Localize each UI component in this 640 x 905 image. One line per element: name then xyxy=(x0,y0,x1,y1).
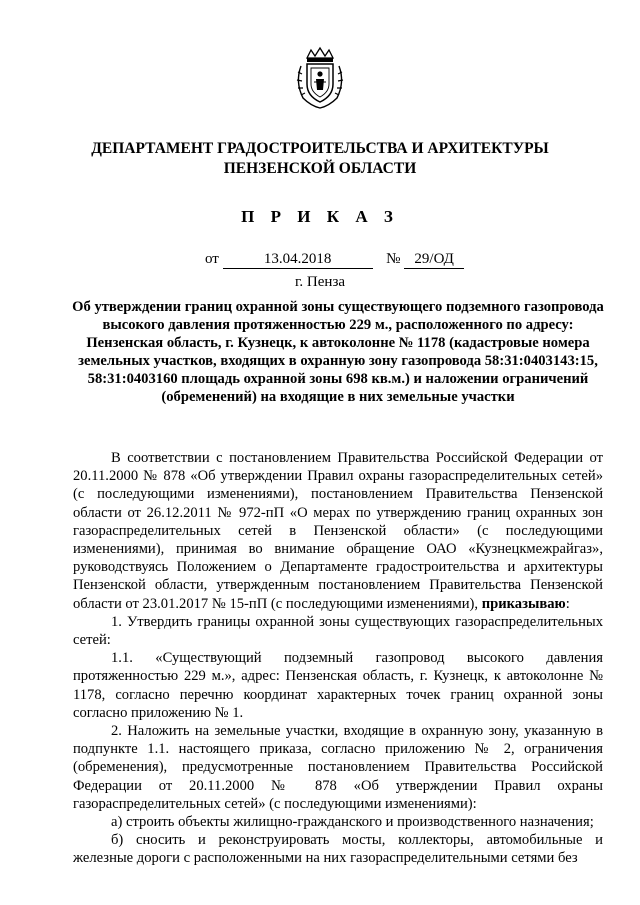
item-b-paragraph: б) сносить и реконструировать мосты, коллекторы, автомобильные и железные дороги с расположенными на них газораспределительными сетями без xyxy=(73,832,603,867)
orders-word: приказываю xyxy=(481,595,566,612)
document-title: Об утверждении границ охранной зоны существующего подземного газопровода высокого давления протяженностью 229 м., расположенного по адресу: Пензенская область, г. Кузнецк, к автоколонне № 1178 (кадастровые номера земельных участков, входящих в охранную зону газопровода 58:31:0403143:15, 58:31:0403160 площадь охранной зоны 698 кв.м.) и наложении ограничений (обременений) на входящие в них земельные участки xyxy=(72,299,604,405)
item-1-1-paragraph: 1.1. «Существующий подземный газопровод высокого давления протяженностью 229 м.», адрес: Пензенская область, г. Кузнецк, к автоколонне № 1178, согласно перечню координат характерных точек границ охранной зоны согласно приложению № 1. xyxy=(73,650,603,721)
department-name-line-2: ПЕНЗЕНСКОЙ ОБЛАСТИ xyxy=(223,160,417,177)
date-number-line xyxy=(205,251,464,269)
document-number: 29/ОД xyxy=(404,251,464,269)
item-1-paragraph: 1. Утвердить границы охранной зоны существующих газораспределительных сетей: xyxy=(73,613,603,649)
department-name-line-1: ДЕПАРТАМЕНТ ГРАДОСТРОИТЕЛЬСТВА И АРХИТЕКТУРЫ xyxy=(91,140,549,157)
date-prefix: от xyxy=(205,251,219,267)
preamble-paragraph xyxy=(73,449,603,613)
document-body xyxy=(73,449,603,868)
item-2-paragraph: 2. Наложить на земельные участки, входящие в охранную зону, указанную в подпункте 1.1. настоящего приказа, согласно приложению № 2, ограничения (обременения), предусмотренные постановлением Правительства Российской Федерации от 20.11.2000 № 878 «Об утверждении Правил охраны газораспределительных сетей» (с последующими изменениями): xyxy=(73,723,603,812)
penza-region-coat-of-arms-icon xyxy=(293,46,347,110)
preamble-text: В соответствии с постановлением Правительства Российской Федерации от 20.11.2000 № 878 «Об утверждении Правил охраны газораспределительных сетей» (с последующими изменениями), постановлением Правительства Пензенской области от 26.12.2011 № 972-пП «О мерах по утверждению границ охранных зон газораспределительных сетей в Пензенской области» (с последующими изменениями), принимая во внимание обращение ОАО «Кузнецкмежрайгаз», руководствуясь Положением о Департаменте градостроительства и архитектуры Пензенской области, утвержденным постановлением Правительства Пензенской области от 23.01.2017 № 15-пП (с последующими изменениями), xyxy=(73,450,603,612)
document-type-heading: П Р И К А З xyxy=(241,207,399,226)
document-date: 13.04.2018 xyxy=(223,251,373,269)
number-prefix: № xyxy=(386,251,401,267)
item-a-paragraph: а) строить объекты жилищно-гражданского и производственного назначения; xyxy=(111,814,594,831)
orders-colon: : xyxy=(565,595,570,612)
issue-city: г. Пенза xyxy=(294,274,346,290)
